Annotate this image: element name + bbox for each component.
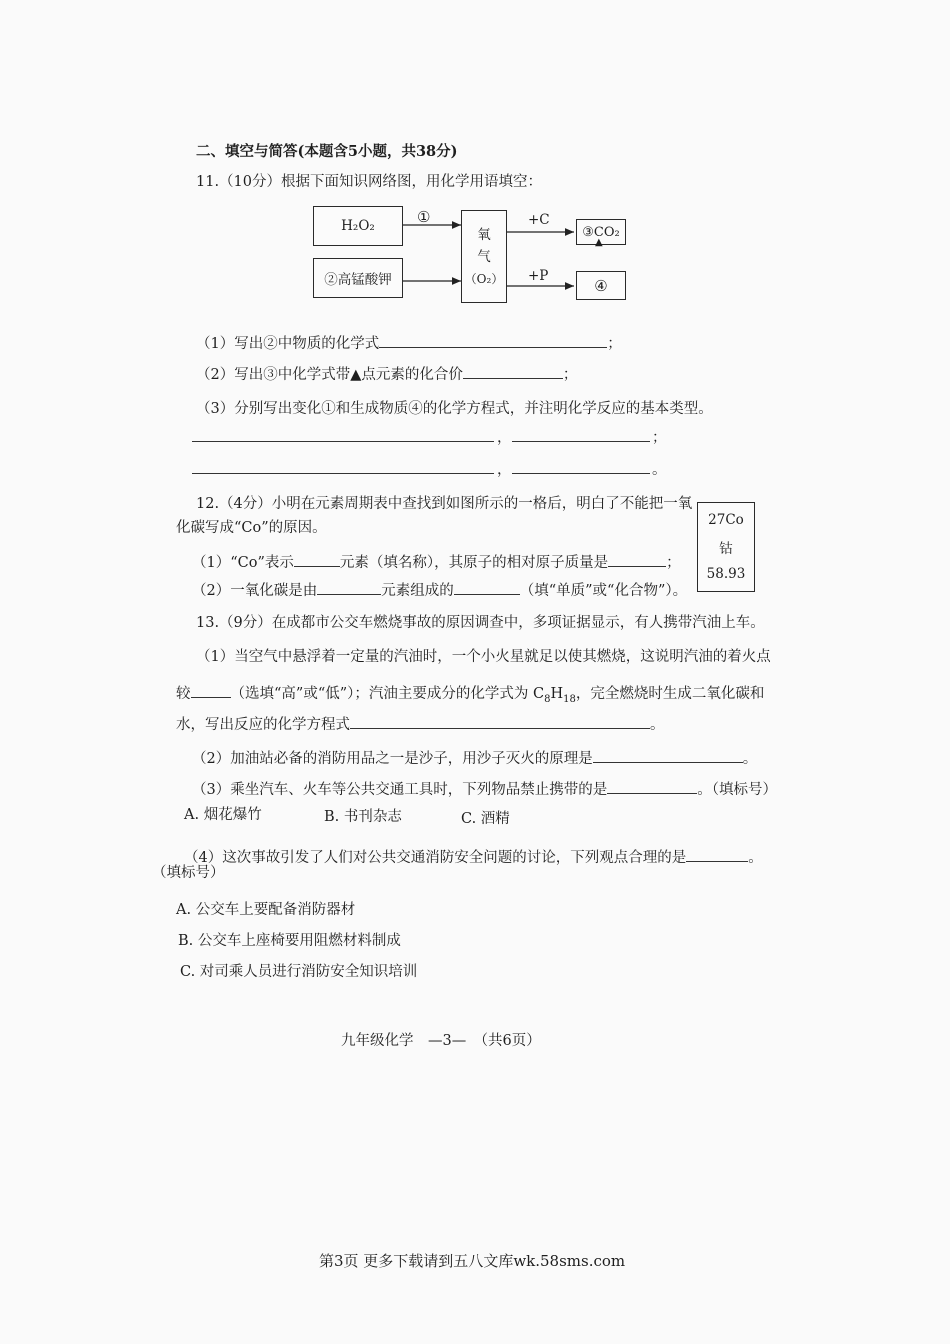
element-cell xyxy=(697,502,755,592)
q12-part1-b: 元素（填名称），其原子的相对原子质量是 xyxy=(339,555,609,571)
q13-part4-text: （4）这次事故引发了人们对公共交通消防安全问题的讨论，下列观点合理的是 xyxy=(184,850,687,866)
q13-part4-opt-c: C. 对司乘人员进行消防安全知识培训 xyxy=(180,964,418,980)
q13-part1-l3-end: 。 xyxy=(650,717,665,733)
q12-part1 xyxy=(192,552,681,573)
q11-part2-text: （2）写出③中化学式带▲点元素的化合价 xyxy=(196,367,463,383)
q13-part1-blank2 xyxy=(350,714,650,729)
q13-part3-text: （3）乘坐汽车、火车等公共交通工具时，下列物品禁止携带的是 xyxy=(192,782,608,798)
q13-part1-line2 xyxy=(176,683,764,710)
q13-sub8: 8 xyxy=(544,693,551,705)
q12-part1-blank1 xyxy=(294,552,340,567)
oxygen-char2: 气 xyxy=(477,248,491,265)
answer-line-2a xyxy=(192,473,494,474)
q12-part2-b: 元素组成的 xyxy=(381,583,454,599)
answer-line-1a xyxy=(192,441,494,442)
oxygen-formula: （O₂） xyxy=(464,271,504,286)
q13-part1-line3 xyxy=(176,714,665,735)
q13-part2-blank xyxy=(593,748,743,763)
q13-part2-end: 。 xyxy=(742,751,758,767)
answer-line-2b xyxy=(512,473,650,474)
answer-comma-1: ， xyxy=(497,430,512,446)
kmno4-box: ②高锰酸钾 xyxy=(313,258,403,298)
q13-part4-opt-a: A. 公交车上要配备消防器材 xyxy=(176,902,356,918)
q13-part4-opt-b: B. 公交车上座椅要用阻燃材料制成 xyxy=(178,933,401,949)
element-mass: 58.93 xyxy=(706,566,746,583)
q11-part3: （3）分别写出变化①和生成物质④的化学方程式，并注明化学反应的基本类型。 xyxy=(196,401,713,417)
q13-part3-opt-c: C. 酒精 xyxy=(461,811,510,827)
oxygen-char1: 氧 xyxy=(477,226,491,243)
q12-part1-a: （1）“Co”表示 xyxy=(192,555,294,571)
q13-part1-l2b: （选填“高”或“低”）；汽油主要成分的化学式为 C xyxy=(230,686,545,702)
q13-part1-l2c: ，完全燃烧时生成二氧化碳和 xyxy=(575,686,765,702)
oxygen-box xyxy=(461,210,507,303)
q13-part3-opt-a: A. 烟花爆竹 xyxy=(184,807,262,823)
q13-stem: 13.（9分）在成都市公交车燃烧事故的原因调查中，多项证据显示，有人携带汽油上车。 xyxy=(196,615,765,631)
q13-part4-blank xyxy=(686,847,748,862)
q12-part2-blank1 xyxy=(317,580,381,595)
triangle-marker: ▲ xyxy=(595,237,603,248)
page-footer: 九年级化学 —3— （共6页） xyxy=(341,1033,541,1049)
q11-part1-end: ； xyxy=(607,336,622,352)
section-title: 二、填空与简答(本题含5小题，共38分) xyxy=(196,143,458,160)
q11-part2-blank xyxy=(463,364,563,379)
download-watermark: 第3页 更多下载请到五八文库wk.58sms.com xyxy=(319,1252,626,1270)
q13-part1-blank1 xyxy=(191,683,231,698)
q12-line1: 12.（4分）小明在元素周期表中查找到如图所示的一格后，明白了不能把一氧 xyxy=(196,496,693,512)
four-box: ④ xyxy=(576,271,626,300)
plus-c-label: +C xyxy=(528,212,550,228)
q13-part3 xyxy=(192,779,777,800)
co2-formula: CO₂ xyxy=(593,224,620,240)
q12-line2: 化碳写成“Co”的原因。 xyxy=(176,520,327,536)
q12-part2 xyxy=(192,580,687,601)
q13-part4-end: 。 xyxy=(748,850,763,866)
q13-part1-l2a: 较 xyxy=(176,686,191,702)
q13-part3-end: 。（填标号） xyxy=(697,782,777,798)
q12-part2-c: （填“单质”或“化合物”）。 xyxy=(519,583,688,599)
co2-prefix: ③ xyxy=(582,224,594,240)
q13-part2 xyxy=(192,748,757,769)
plus-p-label: +P xyxy=(528,268,549,284)
q13-part1-line1: （1）当空气中悬浮着一定量的汽油时，一个小火星就足以使其燃烧，这说明汽油的着火点 xyxy=(196,649,771,665)
q13-part2-text: （2）加油站必备的消防用品之一是沙子，用沙子灭火的原理是 xyxy=(192,751,593,767)
q13-part3-opt-b: B. 书刊杂志 xyxy=(324,809,402,825)
q11-part2-end: ； xyxy=(562,367,578,383)
answer-line-1b xyxy=(512,441,650,442)
element-number-symbol: 27Co xyxy=(708,511,744,528)
h2o2-box: H₂O₂ xyxy=(313,206,403,246)
q12-part1-c: ； xyxy=(666,555,681,571)
q13-part4 xyxy=(184,847,763,868)
q11-part1-blank xyxy=(379,333,607,348)
q11-part2 xyxy=(196,364,577,385)
q12-part1-blank2 xyxy=(608,552,666,567)
answer-comma-2: ， xyxy=(497,462,512,478)
q11-part1-text: （1）写出②中物质的化学式 xyxy=(196,336,380,352)
answer-period-2: 。 xyxy=(652,462,667,478)
q12-part2-a: （2）一氧化碳是由 xyxy=(192,583,318,599)
q13-sub18: 18 xyxy=(563,693,576,705)
arrow1-label: ① xyxy=(417,208,431,226)
q12-part2-blank2 xyxy=(454,580,520,595)
answer-semi-1: ； xyxy=(652,430,667,446)
q13-h: H xyxy=(550,686,564,702)
q13-part1-l3: 水，写出反应的化学方程式 xyxy=(176,717,350,733)
q13-part3-blank xyxy=(607,779,697,794)
q13-part4-note: （填标号） xyxy=(152,865,225,881)
q11-part1 xyxy=(196,333,622,354)
element-name: 钴 xyxy=(719,540,733,557)
q11-stem: 11.（10分）根据下面知识网络图，用化学用语填空： xyxy=(196,174,543,190)
